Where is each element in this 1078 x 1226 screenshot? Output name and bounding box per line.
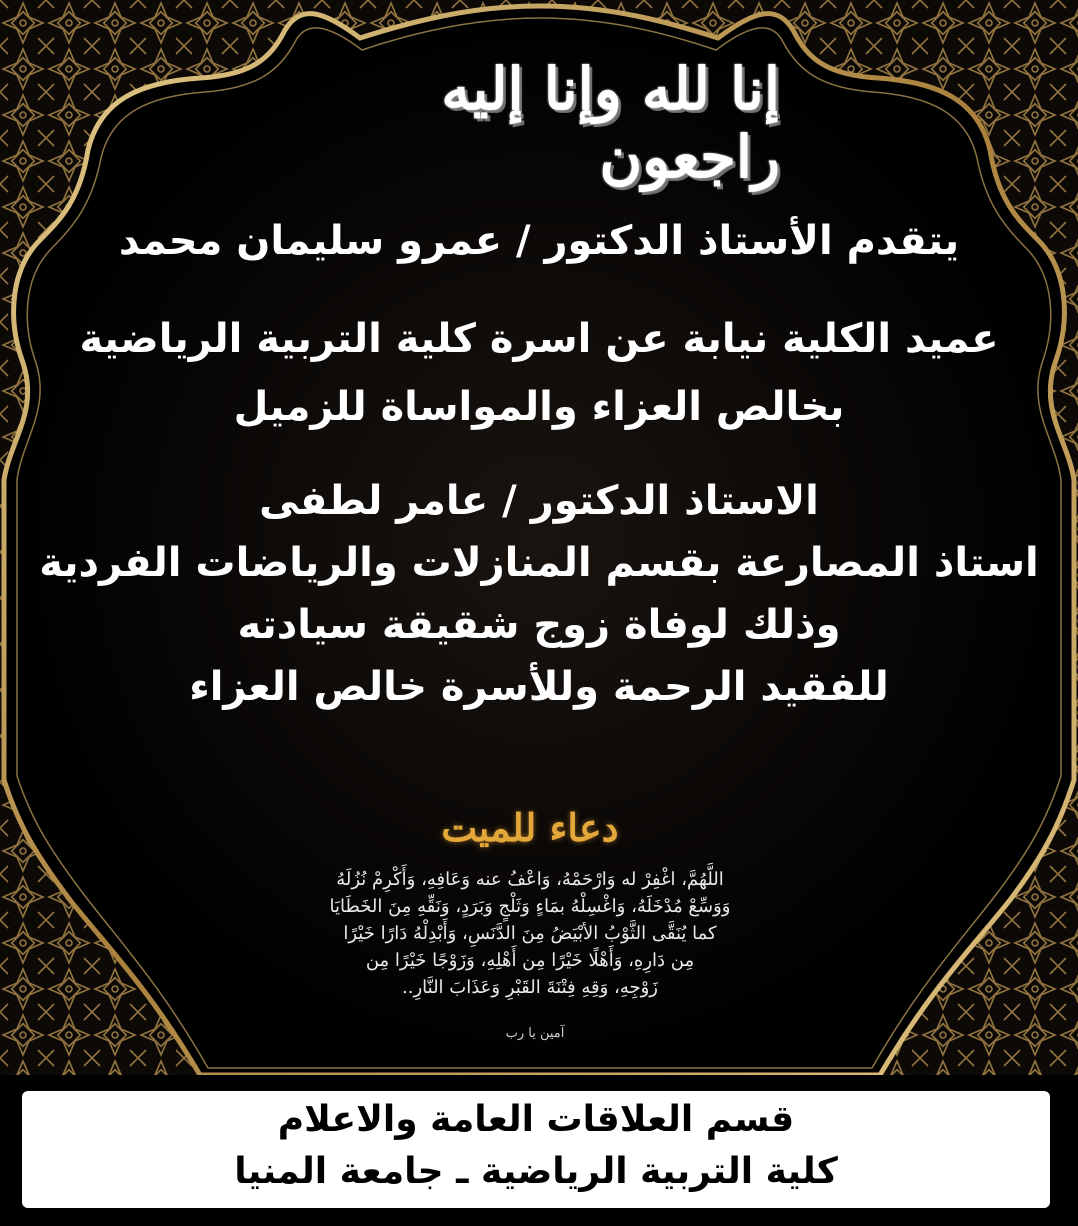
duaa-line: كما يُنَقَّى الثَّوْبُ الأبْيَضُ مِنَ الدَّنَسِ، وَأَبْدِلْهُ دَارًا خَيْرًا <box>343 923 717 944</box>
announcement-line-7: للفقيد الرحمة وللأسرة خالص العزاء <box>189 664 889 710</box>
footer-department: قسم العلاقات العامة والاعلام <box>277 1099 795 1140</box>
announcement-line-5: استاذ المصارعة بقسم المنازلات والرياضات الفردية <box>39 540 1039 586</box>
footer-faculty: كلية التربية الرياضية ـ جامعة المنيا <box>234 1151 838 1192</box>
duaa-line: مِن دَارِهِ، وَأَهْلًا خَيْرًا مِن أَهْلِهِ، وَزَوْجًا خَيْرًا مِن <box>365 950 695 971</box>
amen-text: آمين يا رب <box>505 1026 565 1041</box>
duaa-line: اللَّهُمَّ، اغْفِرْ له وَارْحَمْهُ، وَاعْفُ عنه وَعَافِهِ، وَأَكْرِمْ نُزُلَهُ <box>336 869 724 890</box>
calligraphy-header <box>300 48 780 198</box>
duaa-line: وَوَسِّعْ مُدْخَلَهُ، وَاغْسِلْهُ بمَاءٍ وَثَلْجٍ وَبَرَدٍ، وَنَقِّهِ مِنَ الخَطَايَا <box>329 896 731 917</box>
announcement-line-6: وذلك لوفاة زوج شقيقة سيادته <box>237 602 841 648</box>
announcement-line-3: بخالص العزاء والمواساة للزميل <box>233 384 845 430</box>
footer-box <box>22 1091 1050 1208</box>
announcement-line-4: الاستاذ الدكتور / عامر لطفى <box>259 478 819 524</box>
duaa-title: دعاء للميت <box>441 805 619 850</box>
calligraphy-text: إنا لله وإنا إليه راجعون <box>441 55 780 191</box>
duaa-body <box>230 866 830 1001</box>
announcement-line-1: يتقدم الأستاذ الدكتور / عمرو سليمان محمد <box>118 218 960 264</box>
announcement-line-2: عميد الكلية نيابة عن اسرة كلية التربية الرياضية <box>79 316 999 362</box>
duaa-line: زَوْجِهِ، وَقِهِ فِتْنَةَ القَبْرِ وَعَذَابَ النَّارِ.. <box>402 977 658 998</box>
